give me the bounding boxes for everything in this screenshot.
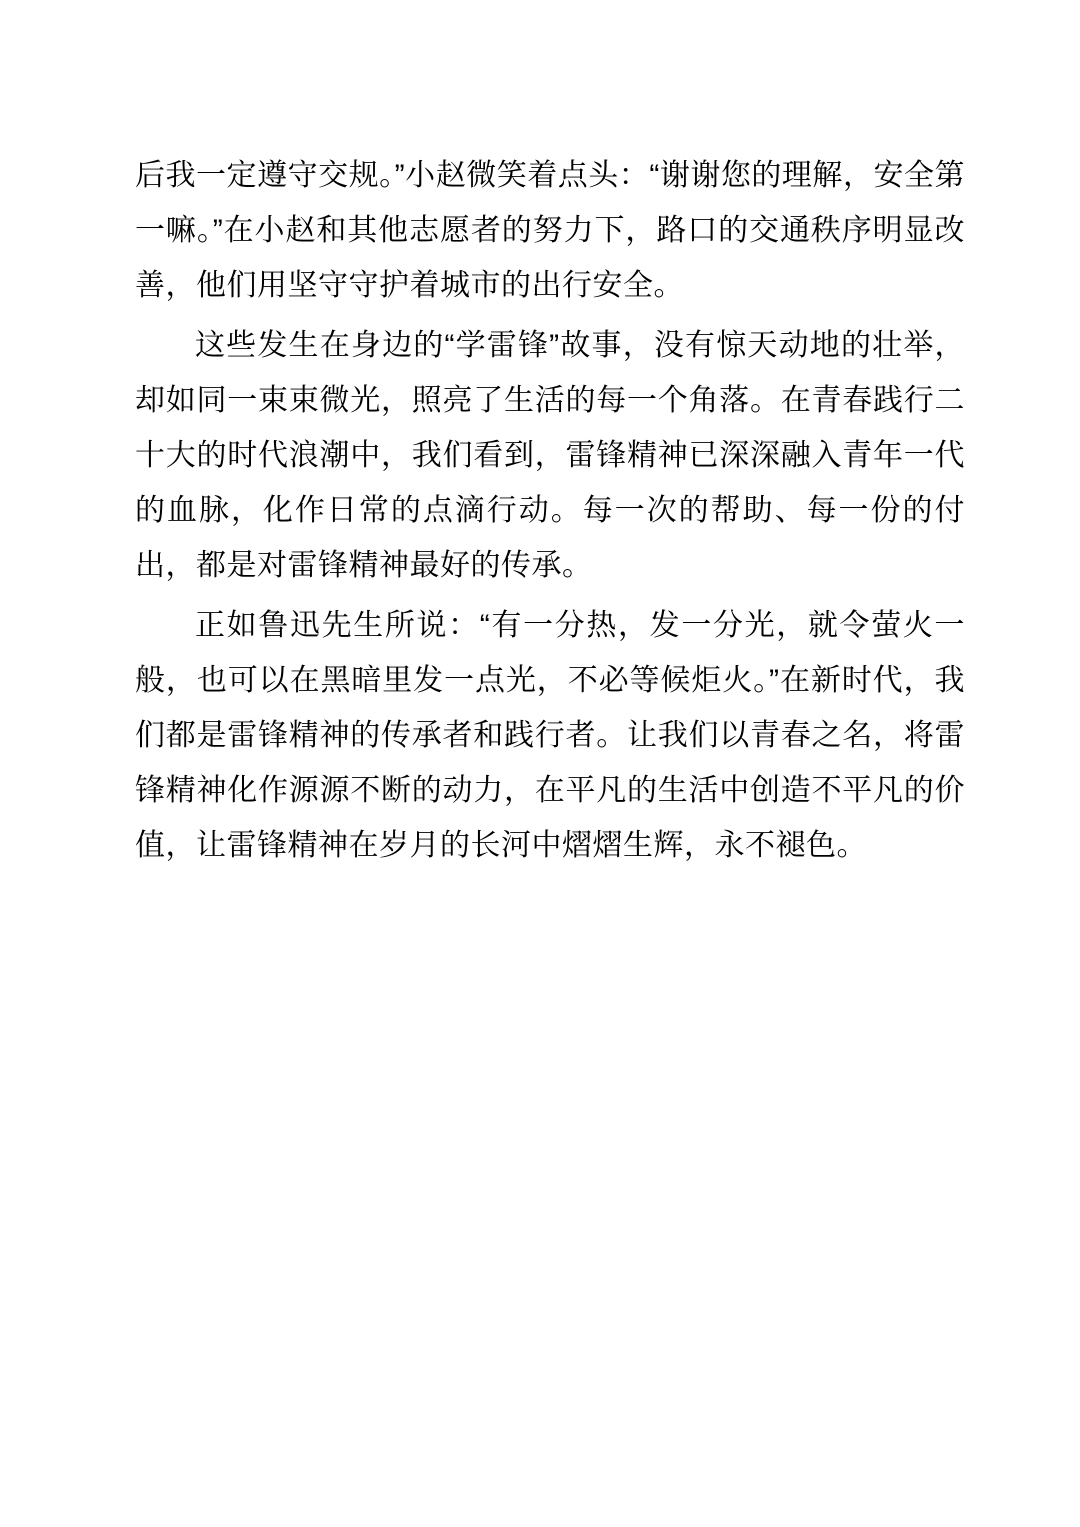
paragraph-continuation: 后我一定遵守交规。”小赵微笑着点头：“谢谢您的理解，安全第一嘛。”在小赵和其他志愿者的努力下，路口的交通秩序明显改善，他们用坚守守护着城市的出行安全。 xyxy=(135,159,965,302)
document-text-block xyxy=(135,148,965,873)
paragraph-lu-xun-quote: 正如鲁迅先生所说：“有一分热，发一分光，就令萤火一般，也可以在黑暗里发一点光，不必等候炬火。”在新时代，我们都是雷锋精神的传承者和践行者。让我们以青春之名，将雷锋精神化作源源不断的动力，在平凡的生活中创造不平凡的价值，让雷锋精神在岁月的长河中熠熠生辉，永不褪色。 xyxy=(135,609,965,862)
paragraph-lei-feng-stories: 这些发生在身边的“学雷锋”故事，没有惊天动地的壮举，却如同一束束微光，照亮了生活的每一个角落。在青春践行二十大的时代浪潮中，我们看到，雷锋精神已深深融入青年一代的血脉，化作日常的点滴行动。每一次的帮助、每一份的付出，都是对雷锋精神最好的传承。 xyxy=(135,329,965,582)
